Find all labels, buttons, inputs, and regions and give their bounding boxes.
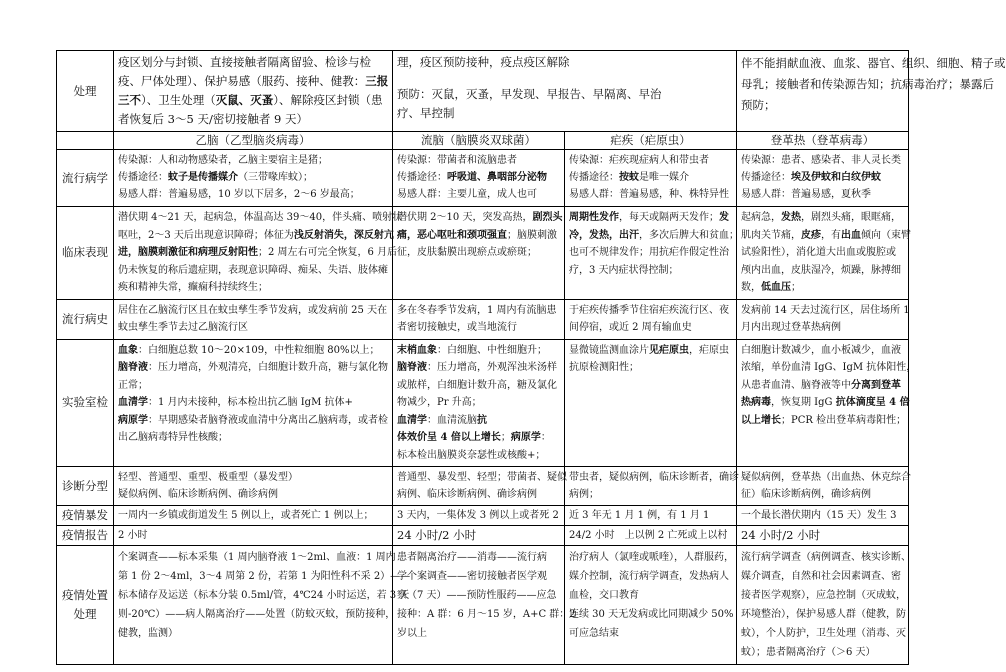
row-clinical: [57, 207, 909, 300]
cell-lab-1: 血象：白细胞总数 10～20×109，中性粒细胞 80%以上； 脑脊液：压力增高，外观清亮，白细胞计数升高，糖与氯化物 正常； 血清学：1 月内未接种，标本检出抗乙脑 IgM 抗体+ 病原学：早期感染者脑脊液或血清中分离出乙脑病毒，或者检 出乙脑病毒特异性核酸；: [114, 339, 393, 467]
cell-hist-2: 多在冬春季节发病，1 周内有流脑患 者密切接触史，或当地流行: [393, 299, 565, 339]
row-label: 实验室检: [57, 339, 114, 467]
row-label: 诊断分型: [57, 467, 114, 506]
cell-report-2: 24 小时/2 小时: [393, 526, 565, 546]
row-lab: [57, 339, 909, 467]
cell-resp-2: 患者隔离治疗——消毒——流行病 学个案调查——密切接触者医学观 察（7 天）——预防性服药——应急 接种：A 群：6 月～15 岁，A+C 群：2 岁以上: [393, 546, 565, 665]
heading-jap-encephalitis: 乙脑（乙型脑炎病毒）: [114, 132, 393, 150]
cell-hist-3: 于疟疾传播季节住宿疟疾流行区、夜 间停宿，或近 2 周有输血史: [565, 299, 737, 339]
row-label: 处理: [57, 51, 114, 132]
cell-outbreak-2: 3 天内，一集体发 3 例以上或者死 2: [393, 506, 565, 526]
cell-lab-2: 末梢血象：白细胞、中性细胞升； 脑脊液：压力增高，外观浑浊米汤样 或脓样，白细胞计数升高，糖及氯化 物减少，Pr 升高； 血清学：血清流脑抗 体效价呈 4 倍以上增长；病原学： 标本检出脑膜炎奈瑟性或核酸+；: [393, 339, 565, 467]
cell-diag-1: 轻型、普通型、重型、极重型（暴发型） 疑似病例、临床诊断病例、确诊病例: [114, 467, 393, 506]
cell-epi-2: 传染源：带菌者和流脑患者 传播途径：呼吸道、鼻咽部分泌物 易感人群：主要儿童，成人也可: [393, 150, 565, 207]
row-label: 流行病史: [57, 299, 114, 339]
heading-meningitis: 流脑（脑膜炎双球菌）: [393, 132, 565, 150]
disease-comparison-table: [56, 50, 1006, 665]
cell-diag-4: 疑似病例，登革热（出血热、休克综合 征）临床诊断病例，确诊病例: [737, 467, 909, 506]
row-label: 疫情处置处理: [57, 546, 114, 665]
cell-lab-3: 显微镜监测血涂片见疟原虫，疟原虫 抗原检测阳性；: [565, 339, 737, 467]
row-label: 临床表现: [57, 207, 114, 300]
cell-hist-4: 发病前 14 天去过流行区，居住场所 1 月内出现过登革热病例: [737, 299, 909, 339]
cell-epi-1: 传染源：人和动物感染者，乙脑主要宿主是猪； 传播途径：蚊子是传播媒介（三带喙库蚊）； 易感人群：普遍易感，10 岁以下居多，2～6 岁最高；: [114, 150, 393, 207]
cell-treatment-jeplague: 疫区划分与封锁、直接接触者隔离留验、检诊与检 疫、尸体处理）、保护易感（服药、接种、健教：三报 三不）、卫生处理（灭鼠、灭蚤）、解除疫区封锁（患 者恢复后 3～5 天/密切接触者 9 天）: [114, 51, 393, 132]
cell-report-4: 24 小时/2 小时: [737, 526, 909, 546]
heading-malaria: 疟疾（疟原虫）: [565, 132, 737, 150]
row-label: 疫情报告: [57, 526, 114, 546]
cell-treatment-middle: 理，疫区预防接种，疫点疫区解除 预防：灭鼠，灭蚤，早发现、早报告、早隔离、早治 疗、早控制: [393, 51, 737, 132]
cell-clin-4: 起病急，发热，剧烈头痛，眼眶痛， 肌肉关节痛，皮疹，有出血倾向（束臂 试验阳性），消化道大出血或腹腔或 颅内出血，皮肤湿冷，烦躁，脉搏细 数，低血压；: [737, 207, 909, 300]
row-report: [57, 526, 909, 546]
cell-report-1: 2 小时: [114, 526, 393, 546]
cell-clin-2: 潜伏期 2～10 天，突发高热，剧烈头 痛，恶心呕吐和颈项强直；脑膜刺激 征，皮肤黏膜出现瘀点或瘀斑；: [393, 207, 565, 300]
cell-outbreak-1: 一周内一乡镇或街道发生 5 例以上，或者死亡 1 例以上；: [114, 506, 393, 526]
row-treatment: [57, 51, 909, 132]
cell-diag-3: 带虫者，疑似病例，临床诊断者，确诊 病例；: [565, 467, 737, 506]
row-outbreak: [57, 506, 909, 526]
row-diagnosis: [57, 467, 909, 506]
cell-hist-1: 居住在乙脑流行区且在蚊虫孳生季节发病，或发病前 25 天在 蚊虫孳生季节去过乙脑流行区: [114, 299, 393, 339]
row-label: 疫情暴发: [57, 506, 114, 526]
heading-dengue: 登革热（登革病毒）: [737, 132, 909, 150]
cell-report-3: 24/2 小时 上以例 2 亡死或上以村: [565, 526, 737, 546]
row-response: [57, 546, 909, 665]
cell-epi-4: 传染源：患者、感染者、非人灵长类 传播途径：埃及伊蚊和白纹伊蚊 易感人群：普遍易感，夏秋季: [737, 150, 909, 207]
cell-diag-2: 普通型、暴发型、轻型；带菌者、疑似 病例、临床诊断病例、确诊病例: [393, 467, 565, 506]
cell-epi-3: 传染源：疟疾现症病人和带虫者 传播途径：按蚊是唯一媒介 易感人群：普遍易感，种、株特异性: [565, 150, 737, 207]
cell-resp-1: 个案调查——标本采集（1 周内脑脊液 1～2ml、血液：1 周内 第 1 份 2～4ml，3～4 周第 2 份，若第 1 为阳性科不采 2）—— 标本储存及运送（标本分装 0.5ml/管，4℃24 小时运送，若 3 天 则-20℃）——病人隔离治疗——处置（防蚊灭蚊，预防接种， 健教，监测）: [114, 546, 393, 665]
cell-resp-3: 治疗病人（氯喹或哌喹），人群服药， 媒介控制，流行病学调查，发热病人 血检，交口教育 连续 30 天无发病或比同期减少 50% 可应急结束: [565, 546, 737, 665]
row-label: 流行病学: [57, 150, 114, 207]
row-epidemiology: [57, 150, 909, 207]
cell-resp-4: 流行病学调查（病例调查、核实诊断、 媒介调查，自然和社会因素调查、密 接者医学观察），应急控制（灭成蚊， 环境整治），保护易感人群（健教，防 蚊），个人防护，卫生处理（消毒、灭 蚊）；患者隔离治疗（＞6 天）: [737, 546, 909, 665]
cell-treatment-aids: 伴不能捐献血液、血浆、器官、组织、细胞、精子或 母乳；接触者和传染源告知；抗病毒治疗；暴露后 预防；: [737, 51, 909, 132]
disease-header-row: [57, 132, 909, 150]
cell-outbreak-3: 近 3 年无 1 月 1 例，有 1 月 1: [565, 506, 737, 526]
cell-outbreak-4: 一个最长潜伏期内（15 天）发生 3: [737, 506, 909, 526]
cell-clin-1: 潜伏期 4～21 天，起病急，体温高达 39～40，伴头痛、喷射状 呕吐，2～3 天后出现意识障碍；体征为浅反射消失，深反射亢 进，脑膜刺激征和病理反射阳性；2 周左右可完全恢复，6 月后 仍未恢复的称后遗症期，表现意识障碍、痴呆、失语、肢体瘫 痪和精神失常，癫痫科持续终生；: [114, 207, 393, 300]
row-history: [57, 299, 909, 339]
cell-lab-4: 白细胞计数减少，血小板减少，血液 浓缩，单份血清 IgG、IgM 抗体阳性， 从患者血清、脑脊液等中分离到登革 热病毒，恢复期 IgG 抗体滴度呈 4 倍 以上增长；PCR 检出登革病毒阳性；: [737, 339, 909, 467]
cell-clin-3: 周期性发作，每天或隔两天发作；发 冷，发热，出汗，多次后脾大和贫血； 也可不规律发作；用抗疟作假定性治 疗，3 天内症状得控制；: [565, 207, 737, 300]
